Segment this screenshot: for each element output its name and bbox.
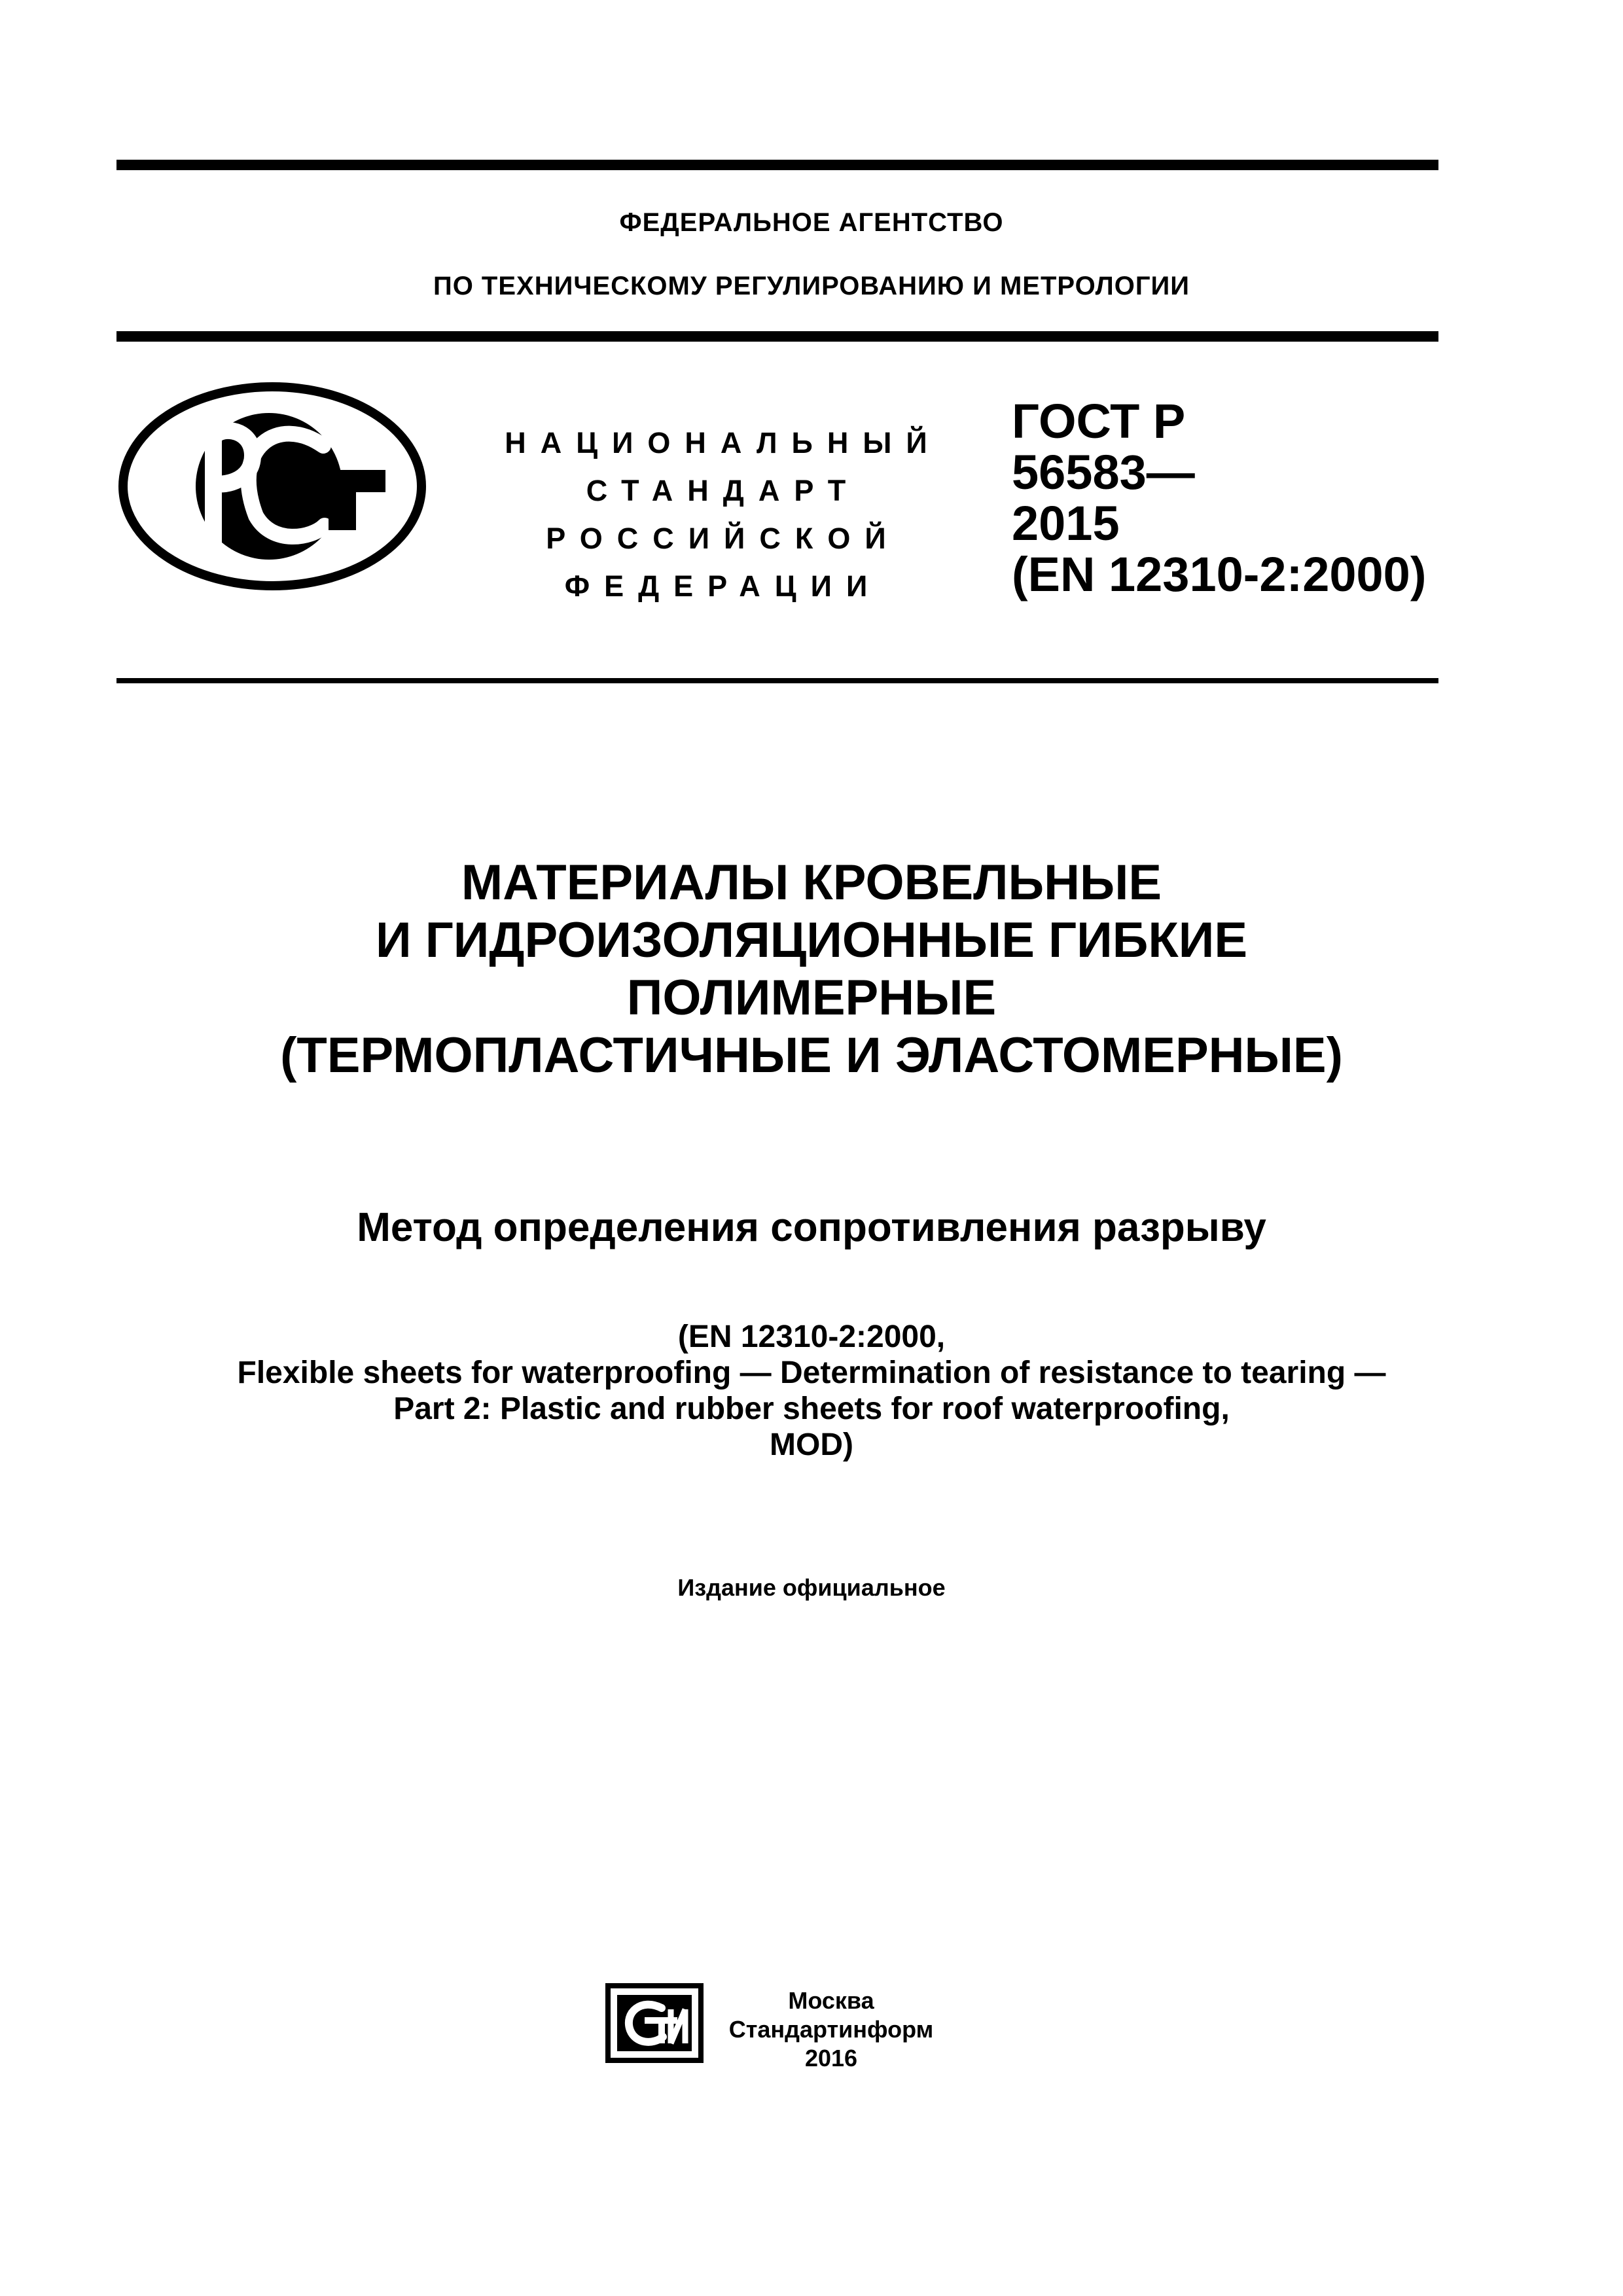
publisher-year: 2016 [804, 2045, 858, 2072]
reference-line-1: (EN 12310-2:2000, [677, 1319, 946, 1354]
designation-line-2: 56583— [1012, 445, 1195, 499]
middle-rule [116, 331, 1438, 342]
document-title [0, 854, 1623, 1085]
reference-line-4: MOD) [770, 1427, 853, 1462]
sti-logo-icon [605, 1983, 704, 2063]
rst-logo-icon [115, 378, 429, 594]
publisher-block [720, 1986, 942, 2073]
national-standard-line-1: НАЦИОНАЛЬНЫЙ [505, 426, 942, 459]
national-standard-line-4: ФЕДЕРАЦИИ [564, 569, 882, 603]
title-line-4: (ТЕРМОПЛАСТИЧНЫЕ И ЭЛАСТОМЕРНЫЕ) [280, 1028, 1343, 1083]
national-standard-line-3: РОССИЙСКОЙ [546, 522, 901, 555]
document-subtitle: Метод определения сопротивления разрыву [357, 1205, 1266, 1250]
title-line-2: И ГИДРОИЗОЛЯЦИОННЫЕ ГИБКИЕ [375, 912, 1248, 968]
agency-line-2: ПО ТЕХНИЧЕСКОМУ РЕГУЛИРОВАНИЮ И МЕТРОЛОГИИ [433, 272, 1190, 300]
edition-note: Издание официальное [677, 1574, 946, 1601]
designation-line-1: ГОСТ Р [1012, 394, 1186, 448]
top-rule [116, 160, 1438, 170]
reference-line-3: Part 2: Plastic and rubber sheets for roof waterproofing, [393, 1391, 1230, 1426]
title-line-1: МАТЕРИАЛЫ КРОВЕЛЬНЫЕ [461, 855, 1162, 910]
designation-line-4: (EN 12310-2:2000) [1012, 547, 1427, 601]
national-standard-block [501, 419, 946, 610]
lower-rule [116, 678, 1438, 683]
standard-designation [1012, 396, 1426, 600]
designation-line-3: 2015 [1012, 496, 1120, 550]
publisher-name: Стандартинформ [728, 2016, 934, 2043]
publisher-city: Москва [788, 1987, 874, 2014]
title-line-3: ПОЛИМЕРНЫЕ [626, 970, 997, 1026]
reference-line-2: Flexible sheets for waterproofing — Determination of resistance to tearing — [237, 1355, 1386, 1390]
national-standard-line-2: СТАНДАРТ [586, 474, 861, 507]
agency-line-1: ФЕДЕРАЛЬНОЕ АГЕНТСТВО [619, 208, 1004, 237]
international-reference [0, 1319, 1623, 1463]
